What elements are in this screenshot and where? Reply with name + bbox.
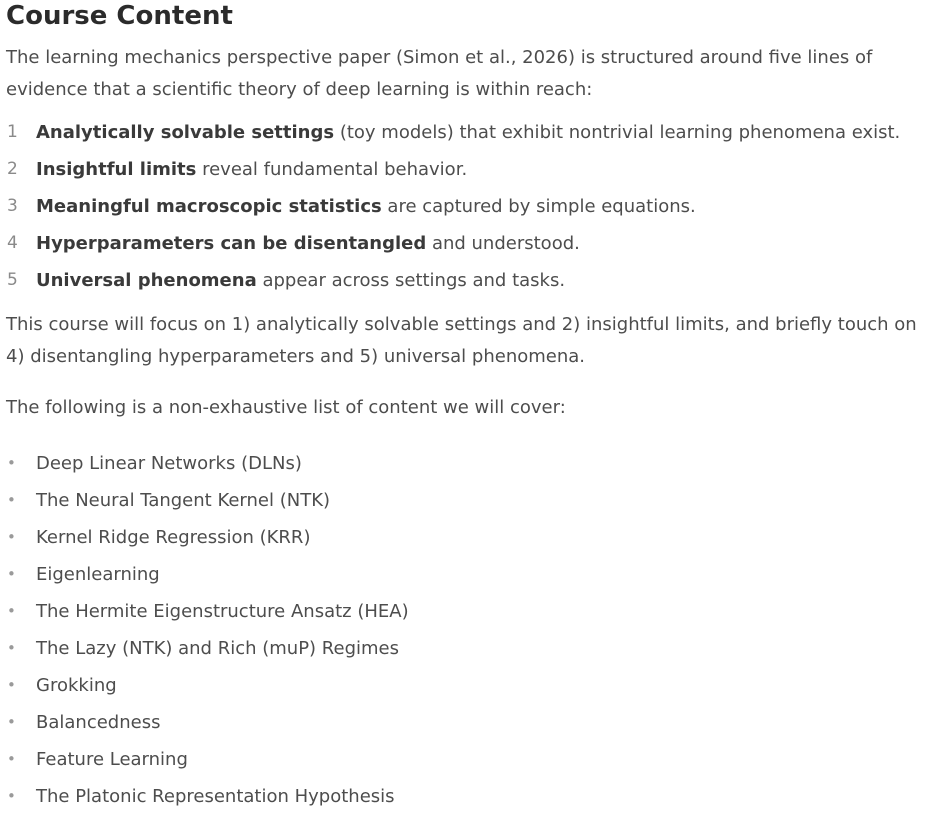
evidence-text: (toy models) that exhibit nontrivial learning phenomena exist. xyxy=(334,122,901,143)
list-number: 3 xyxy=(7,196,18,216)
list-number: 1 xyxy=(7,122,18,142)
list-number: 4 xyxy=(7,233,18,253)
evidence-bold-text: Insightful limits xyxy=(36,159,197,180)
topic-label: Balancedness xyxy=(36,712,161,733)
evidence-item xyxy=(6,225,924,262)
evidence-text: and understood. xyxy=(426,233,580,254)
evidence-item xyxy=(6,262,924,299)
topic-label: The Neural Tangent Kernel (NTK) xyxy=(36,490,331,511)
evidence-text: appear across settings and tasks. xyxy=(256,270,566,291)
evidence-text: are captured by simple equations. xyxy=(381,196,696,217)
topic-label: The Lazy (NTK) and Rich (muP) Regimes xyxy=(36,638,399,659)
evidence-bold-text: Universal phenomena xyxy=(36,270,257,291)
evidence-bold-text: Hyperparameters can be disentangled xyxy=(36,233,427,254)
evidence-item xyxy=(6,188,924,225)
list-item xyxy=(6,667,924,704)
bullet-icon: • xyxy=(7,750,16,768)
intro-paragraph: The learning mechanics perspective paper (Simon et al., 2026) is structured around five lines of evidence that a scientific theory of deep learning is within reach: xyxy=(6,47,873,100)
list-item xyxy=(6,778,924,815)
list-number: 2 xyxy=(7,159,18,179)
page-title: Course Content xyxy=(6,1,233,31)
bullet-icon: • xyxy=(7,454,16,472)
evidence-text: reveal fundamental behavior. xyxy=(196,159,468,180)
evidence-item xyxy=(6,151,924,188)
topic-label: Grokking xyxy=(36,675,117,696)
bullet-icon: • xyxy=(7,565,16,583)
bullet-icon: • xyxy=(7,787,16,805)
bullet-icon: • xyxy=(7,713,16,731)
list-item xyxy=(6,630,924,667)
topic-label: Deep Linear Networks (DLNs) xyxy=(36,453,302,474)
focus-paragraph: This course will focus on 1) analytically solvable settings and 2) insightful limits, and briefly touch on 4) disentangling hyperparameters and 5) universal phenomena. xyxy=(6,314,917,367)
topic-label: Eigenlearning xyxy=(36,564,160,585)
topic-label: Kernel Ridge Regression (KRR) xyxy=(36,527,311,548)
evidence-bold-text: Analytically solvable settings xyxy=(36,122,335,143)
bullet-icon: • xyxy=(7,676,16,694)
list-item xyxy=(6,556,924,593)
list-item xyxy=(6,593,924,630)
topics-list xyxy=(6,445,924,815)
topic-label: The Hermite Eigenstructure Ansatz (HEA) xyxy=(36,601,409,622)
evidence-item xyxy=(6,114,924,151)
course-content-section xyxy=(6,0,924,815)
bullet-icon: • xyxy=(7,602,16,620)
list-item xyxy=(6,741,924,778)
topic-label: Feature Learning xyxy=(36,749,188,770)
bullet-icon: • xyxy=(7,528,16,546)
list-item xyxy=(6,519,924,556)
bullet-icon: • xyxy=(7,491,16,509)
list-item xyxy=(6,445,924,482)
content-list-intro: The following is a non-exhaustive list of content we will cover: xyxy=(6,397,566,418)
bullet-icon: • xyxy=(7,639,16,657)
evidence-bold-text: Meaningful macroscopic statistics xyxy=(36,196,382,217)
list-item xyxy=(6,704,924,741)
list-number: 5 xyxy=(7,270,18,290)
list-item xyxy=(6,482,924,519)
evidence-list xyxy=(6,114,924,299)
topic-label: The Platonic Representation Hypothesis xyxy=(36,786,395,807)
